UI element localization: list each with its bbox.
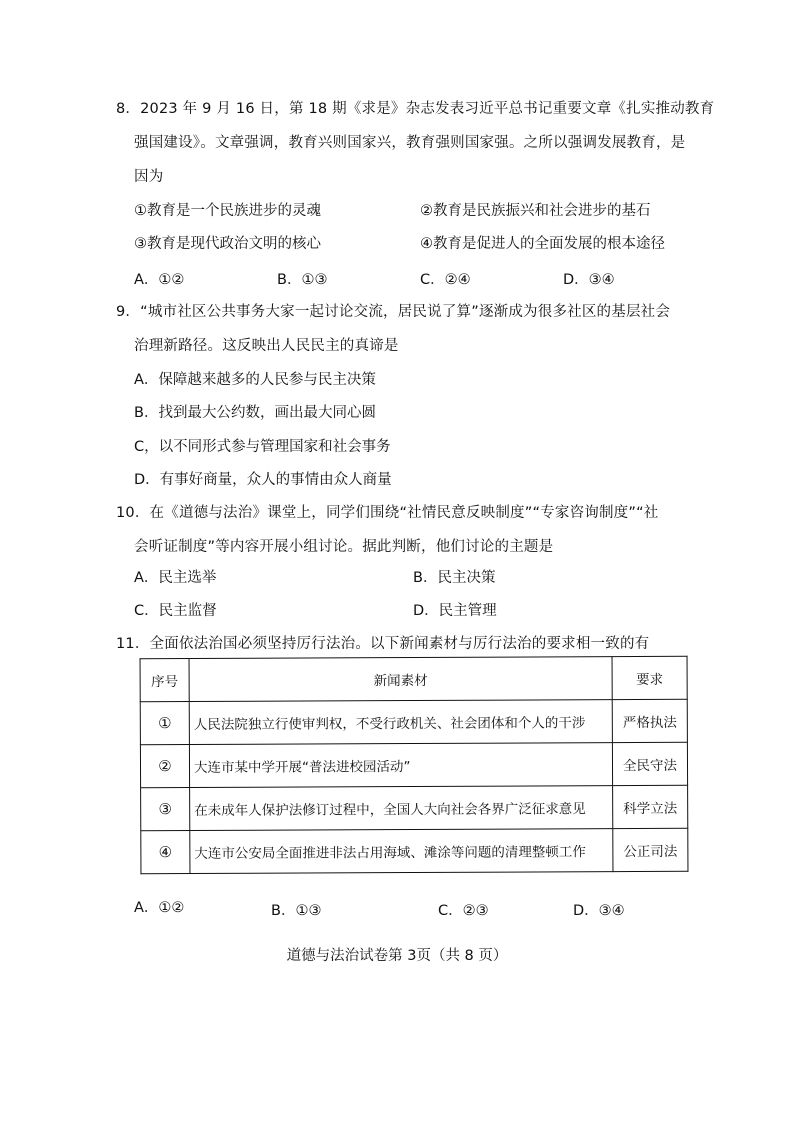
q10-stem-line-1: 10．在《道德与法治》课堂上，同学们围绕“社情民意反映制度”“专家咨询制度”“社 xyxy=(116,505,659,521)
table-row xyxy=(141,828,688,873)
table-row xyxy=(141,785,688,830)
row-no: ④ xyxy=(141,830,190,873)
q11-stem-line-1: 11．全面依法治国必须坚持厉行法治。以下新闻素材与厉行法治的要求相一致的有 xyxy=(116,636,650,652)
q11-option-a: A．①② xyxy=(134,900,185,916)
q8-option-c: C．②④ xyxy=(420,272,471,288)
q8-stem-line-3: 因为 xyxy=(134,169,164,185)
q8-stem-line-2: 强国建设》。文章强调，教育兴则国家兴，教育强则国家强。之所以强调发展教育，是 xyxy=(134,135,686,151)
table-header-row xyxy=(140,656,687,701)
q8-option-b: B．①③ xyxy=(277,272,328,288)
row-requirement: 科学立法 xyxy=(613,785,688,828)
row-no: ③ xyxy=(141,787,190,830)
header-material: 新闻素材 xyxy=(189,657,612,702)
row-requirement: 全民守法 xyxy=(612,742,687,785)
table-row xyxy=(140,699,687,744)
q8-option-d: D．③④ xyxy=(563,272,615,288)
q8-item-4: ④教育是促进人的全面发展的根本途径 xyxy=(420,236,665,252)
row-material: 大连市公安局全面推进非法占用海域、滩涂等问题的清理整顿工作 xyxy=(190,829,613,874)
row-requirement: 严格执法 xyxy=(612,699,687,742)
q10-option-a: A．民主选举 xyxy=(134,570,217,586)
q9-option-a: A．保障越来越多的人民参与民主决策 xyxy=(134,372,376,388)
q8-item-1: ①教育是一个民族进步的灵魂 xyxy=(134,203,321,219)
q10-option-d: D．民主管理 xyxy=(413,603,497,619)
q11-option-d: D．③④ xyxy=(573,903,625,919)
q9-option-d: D．有事好商量，众人的事情由众人商量 xyxy=(134,472,392,488)
header-requirement: 要求 xyxy=(612,656,687,699)
q9-option-b: B．找到最大公约数，画出最大同心圆 xyxy=(134,405,376,421)
page-footer: 道德与法治试卷第 3页（共 8 页） xyxy=(286,948,508,964)
header-no: 序号 xyxy=(140,658,189,701)
q10-option-c: C．民主监督 xyxy=(134,603,217,619)
q9-option-c: C，以不同形式参与管理国家和社会事务 xyxy=(134,439,391,455)
q8-stem-line-1: 8．2023 年 9 月 16 日，第 18 期《求是》杂志发表习近平总书记重要文章《扎实推动教育 xyxy=(116,101,715,117)
table-row xyxy=(140,742,687,787)
q9-stem-line-1: 9．“城市社区公共事务大家一起讨论交流，居民说了算”逐渐成为很多社区的基层社会 xyxy=(116,304,671,320)
news-table xyxy=(140,656,689,874)
q8-item-2: ②教育是民族振兴和社会进步的基石 xyxy=(420,203,651,219)
q8-option-a: A．①② xyxy=(134,272,185,288)
row-material: 在未成年人保护法修订过程中，全国人大向社会各界广泛征求意见 xyxy=(190,786,613,831)
row-no: ① xyxy=(140,701,189,744)
row-material: 人民法院独立行使审判权，不受行政机关、社会团体和个人的干涉 xyxy=(189,700,612,745)
q11-option-c: C．②③ xyxy=(438,903,489,919)
q8-item-3: ③教育是现代政治文明的核心 xyxy=(134,236,321,252)
row-requirement: 公正司法 xyxy=(613,828,688,871)
row-no: ② xyxy=(140,744,189,787)
q11-option-b: B．①③ xyxy=(271,903,322,919)
q9-stem-line-2: 治理新路径。这反映出人民民主的真谛是 xyxy=(134,338,399,354)
q10-option-b: B．民主决策 xyxy=(413,570,496,586)
q10-stem-line-2: 会听证制度”等内容开展小组讨论。据此判断，他们讨论的主题是 xyxy=(134,539,554,555)
row-material: 大连市某中学开展“普法进校园活动” xyxy=(189,743,612,788)
